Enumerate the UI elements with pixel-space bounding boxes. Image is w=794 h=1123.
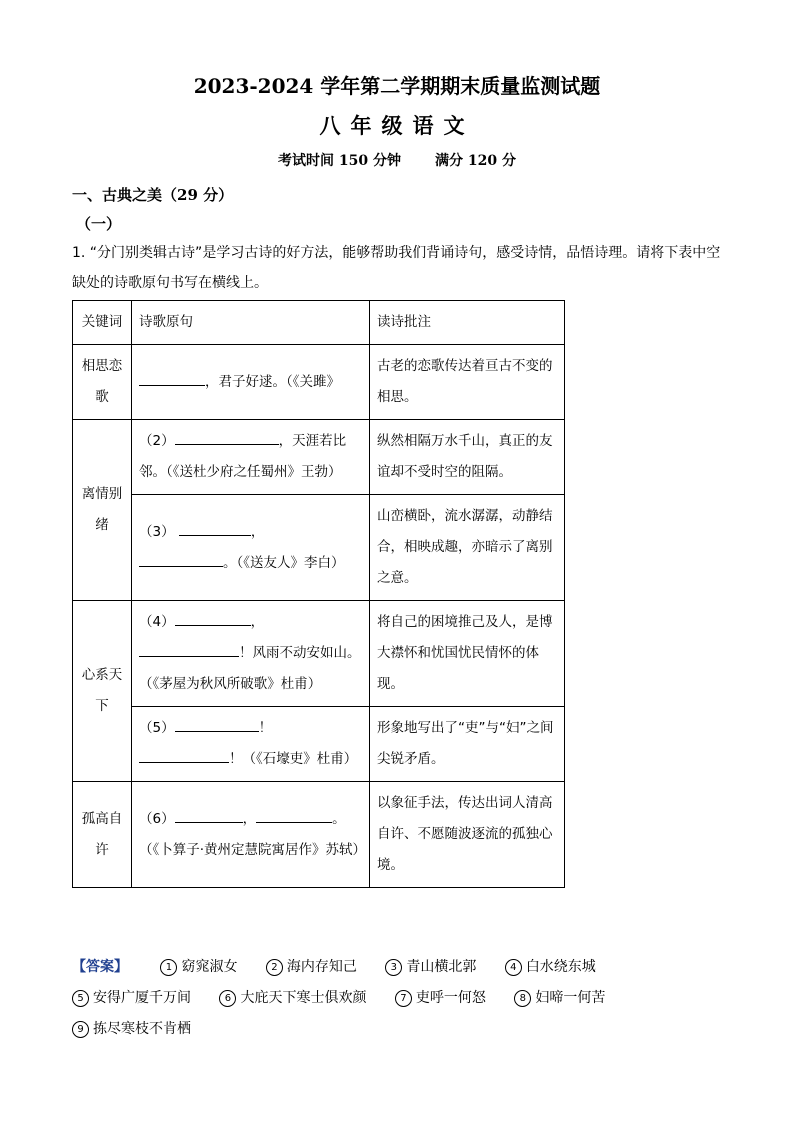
note-cell: 将自己的困境推己及人，是博大襟怀和忧国忧民情怀的体现。 (370, 601, 565, 707)
keyword-cell: 孤高自许 (73, 782, 132, 888)
answer-blank[interactable] (139, 638, 239, 657)
table-row (73, 420, 565, 495)
full-score: 满分 120 分 (435, 153, 516, 169)
answer-blank[interactable] (139, 548, 223, 567)
sub-section-heading: （一） (76, 215, 122, 233)
note-cell: 山峦横卧，流水潺潺，动静结合，相映成趣，亦暗示了离别之意。 (370, 495, 565, 601)
answer-item: 4 白水绕东城 (505, 959, 596, 975)
answer-blank[interactable] (139, 744, 229, 763)
answer-item: 2 海内存知己 (266, 959, 357, 975)
answer-item: 1 窈窕淑女 (160, 959, 237, 975)
answer-blank[interactable] (175, 426, 279, 445)
exam-info (0, 150, 794, 170)
answer-block (72, 952, 732, 1045)
answer-item: 6 大庇天下寒士俱欢颜 (219, 990, 366, 1006)
keyword-cell: 心系天下 (73, 601, 132, 782)
document-subtitle: 八年级语文 (319, 113, 475, 138)
poem-table (72, 300, 565, 888)
poem-line-cell: （6） ， 。（《卜算子·黄州定慧院寓居作》苏轼） (132, 782, 370, 888)
answer-item: 7 吏呼一何怒 (395, 990, 486, 1006)
keyword-cell: 离情别绪 (73, 420, 132, 601)
header-keyword: 关键词 (73, 301, 132, 345)
keyword-cell: 相思恋歌 (73, 345, 132, 420)
poem-line-cell: （5） ！ ！（《石壕吏》杜甫） (132, 707, 370, 782)
answer-item: 5 安得广厦千万间 (72, 990, 191, 1006)
answer-blank[interactable] (175, 713, 259, 732)
answer-blank[interactable] (179, 517, 251, 536)
answer-blank[interactable] (175, 804, 243, 823)
document-title: 2023-2024 学年第二学期期末质量监测试题 (193, 74, 601, 98)
note-cell: 纵然相隔万水千山，真正的友谊却不受时空的阻隔。 (370, 420, 565, 495)
answer-blank[interactable] (175, 607, 251, 626)
note-cell: 古老的恋歌传达着亘古不变的相思。 (370, 345, 565, 420)
header-poem-line: 诗歌原句 (132, 301, 370, 345)
answer-item: 8 妇啼一何苦 (514, 990, 605, 1006)
table-row (73, 601, 565, 707)
answer-item: 3 青山横北郭 (385, 959, 476, 975)
note-cell: 形象地写出了“吏”与“妇”之间尖锐矛盾。 (370, 707, 565, 782)
table-header-row (73, 301, 565, 345)
answer-blank[interactable] (139, 367, 205, 386)
poem-line-cell: （2） ，天涯若比邻。（《送杜少府之任蜀州》王勃） (132, 420, 370, 495)
table-row (73, 495, 565, 601)
poem-line-cell: ，君子好逑。（《关雎》 (132, 345, 370, 420)
section-heading: 一、古典之美（29 分） (72, 186, 234, 204)
answer-tag: 【答案】 (72, 959, 128, 975)
answer-item: 9 拣尽寒枝不肯栖 (72, 1021, 191, 1037)
exam-time: 考试时间 150 分钟 (278, 153, 401, 169)
note-cell: 以象征手法，传达出词人清高自许、不愿随波逐流的孤独心境。 (370, 782, 565, 888)
answer-blank[interactable] (256, 804, 332, 823)
question-text: 1. “分门别类辑古诗”是学习古诗的好方法，能够帮助我们背诵诗句，感受诗情，品悟诗理。请将下表中空缺处的诗歌原句书写在横线上。 (72, 245, 721, 291)
table-row (73, 345, 565, 420)
table-row (73, 782, 565, 888)
poem-line-cell: （3） ， 。（《送友人》李白） (132, 495, 370, 601)
table-row (73, 707, 565, 782)
header-note: 读诗批注 (370, 301, 565, 345)
poem-line-cell: （4） ， ！风雨不动安如山。（《茅屋为秋风所破歌》杜甫） (132, 601, 370, 707)
